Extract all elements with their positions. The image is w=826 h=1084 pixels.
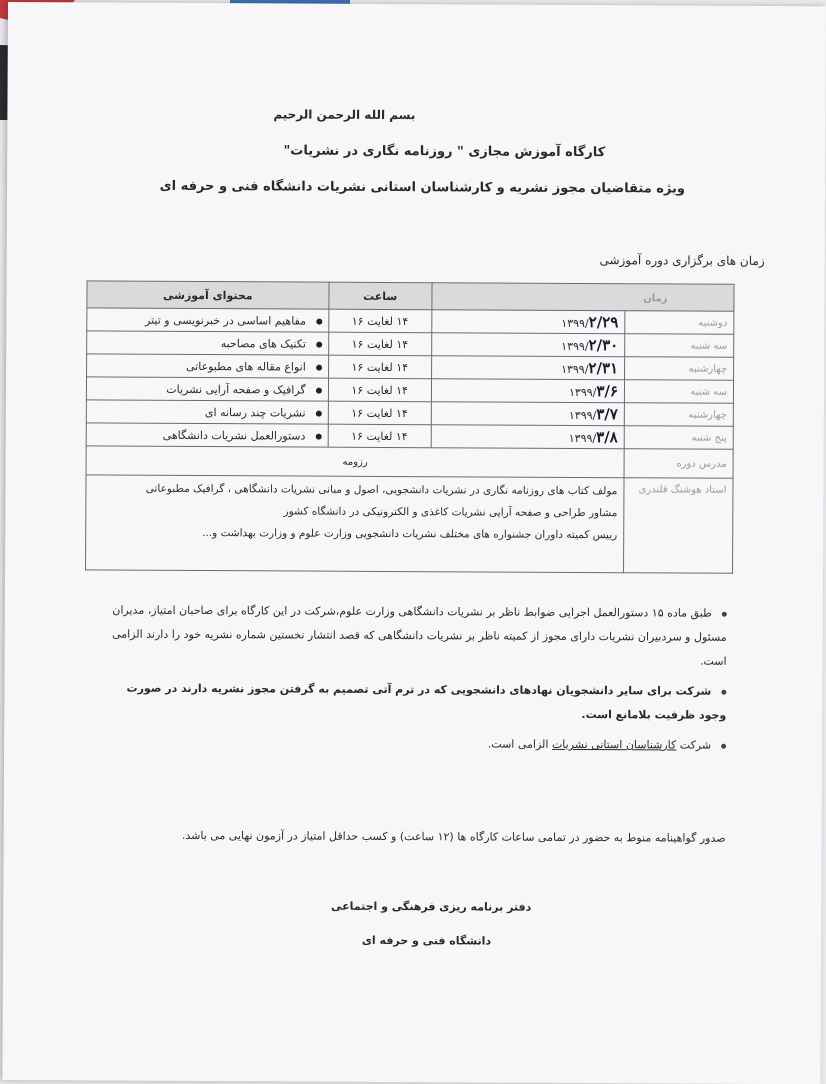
instructor-row [86, 446, 733, 478]
hour-cell: ۱۴ لغایت ۱۶ [328, 424, 431, 448]
notes-list [96, 598, 727, 757]
header-time: زمان [432, 283, 734, 312]
bullet-icon [316, 364, 322, 370]
day-cell: چهارشنبه [625, 357, 734, 381]
note-item: شرکت برای سایر دانشجویان نهادهای دانشجویی که در ترم آتی تصمیم به گرفتن مجوز نشریه دارند در صورت وجود ظرفیت بلامانع است. [126, 681, 727, 722]
hour-cell: ۱۴ لغایت ۱۶ [328, 309, 431, 333]
bullet-icon [316, 387, 322, 393]
instructor-bio-row [86, 475, 733, 573]
schedule-table [85, 280, 735, 573]
bio-line: رییس کمیته داوران جشنواره های مختلف نشریات دانشجویی وزارت علوم و وزارت بهداشت و... [202, 527, 618, 542]
day-cell: سه شنبه [625, 334, 734, 358]
day-cell: سه شنبه [624, 380, 733, 404]
bismillah: بسم الله الرحمن الرحیم [273, 107, 416, 123]
audience-subtitle: ویژه متقاضیان مجوز نشریه و کارشناسان استانی نشریات دانشگاه فنی و حرفه ای [159, 178, 686, 197]
date-cell: ۱۳۹۹/۳/۶ [431, 379, 624, 403]
handwritten-date: ۳/۶ [596, 382, 619, 401]
hour-cell: ۱۴ لغایت ۱۶ [328, 332, 431, 356]
bullet-icon [316, 410, 322, 416]
handwritten-date: ۲/۳۱ [588, 359, 619, 378]
bullet-icon [316, 341, 322, 347]
content-cell: مفاهیم اساسی در خبرنویسی و تیتر [87, 308, 329, 332]
bio-label: رزومه [86, 446, 624, 478]
hour-cell: ۱۴ لغایت ۱۶ [328, 355, 431, 379]
bio-line: مولف کتاب های روزنامه نگاری در نشریات دانشجویی، اصول و مبانی نشریات دانشگاهی ، گرافیک مطبوعاتی [145, 482, 618, 498]
handwritten-date: ۳/۷ [596, 405, 618, 424]
issuing-office: دفتر برنامه ریزی فرهنگی و اجتماعی [330, 899, 532, 914]
note-item: طبق ماده ۱۵ دستورالعمل اجرایی ضوابط ناظر بر نشریات دانشگاهی وزارت علوم،شرکت در این کارگاه برای صاحبان امتیاز، مدیران مسئول و سردبیران نشریات دارای مجوز از کمیته ناظر بر نشریات دانشگاهی که قصد انتشار نخستین شماره نشریه خود را دارند الزامی است. [112, 603, 727, 668]
content-cell: نشریات چند رسانه ای [86, 400, 328, 424]
bio-line: مشاور طراحی و صفحه آرایی نشریات کاغذی و الکترونیکی در دانشگاه کشور [283, 505, 618, 520]
table-row [86, 400, 733, 426]
bullet-icon [722, 611, 727, 616]
schedule-section-title: زمان های برگزاری دوره آموزشی [599, 253, 765, 268]
handwritten-date: ۲/۳۰ [588, 336, 619, 355]
instructor-bio [86, 475, 624, 573]
header-content: محتوای آموزشی [87, 281, 329, 309]
table-row [86, 377, 733, 403]
date-cell: ۱۳۹۹/۳/۸ [431, 425, 624, 449]
bullet-icon [721, 689, 726, 694]
hour-cell: ۱۴ لغایت ۱۶ [328, 378, 431, 402]
content-cell: دستورالعمل نشریات دانشگاهی [86, 423, 328, 447]
date-cell: ۱۳۹۹/۲/۳۱ [431, 356, 624, 380]
note-item: شرکت کارشناسان استانی نشریات الزامی است. [96, 730, 726, 757]
workshop-title: کارگاه آموزش مجازی " روزنامه نگاری در نشریات" [283, 143, 606, 161]
handwritten-date: ۳/۸ [596, 428, 618, 447]
date-cell: ۱۳۹۹/۲/۲۹ [431, 310, 624, 334]
table-row [87, 354, 734, 380]
hour-cell: ۱۴ لغایت ۱۶ [328, 401, 431, 425]
certificate-note: صدور گواهینامه منوط به حضور در تمامی ساعات کارگاه ها (۱۲ ساعت) و کسب حداقل امتیاز در آزمون نهایی می باشد. [181, 828, 726, 845]
bullet-icon [315, 433, 321, 439]
document-page [2, 2, 826, 1084]
table-row [87, 308, 734, 334]
table-row [86, 423, 733, 449]
handwritten-date: ۲/۲۹ [588, 313, 619, 332]
content-cell: تکنیک های مصاحبه [87, 331, 329, 355]
day-cell: چهارشنبه [624, 403, 733, 427]
date-cell: ۱۳۹۹/۲/۳۰ [431, 333, 624, 357]
bullet-icon [316, 318, 322, 324]
table-row [87, 331, 734, 357]
day-cell: پنج شنبه [624, 426, 733, 450]
instructor-name: استاد هوشنگ قلندری [624, 478, 733, 574]
instructor-label: مدرس دوره [624, 449, 733, 479]
content-cell: انواع مقاله های مطبوعاتی [87, 354, 329, 378]
bullet-icon [721, 743, 726, 748]
date-cell: ۱۳۹۹/۳/۷ [431, 402, 624, 426]
header-hour: ساعت [329, 282, 432, 310]
day-cell: دوشنبه [625, 311, 734, 335]
table-header-row [87, 281, 734, 311]
university-name: دانشگاه فنی و حرفه ای [361, 933, 492, 948]
content-cell: گرافیک و صفحه آرایی نشریات [86, 377, 328, 401]
